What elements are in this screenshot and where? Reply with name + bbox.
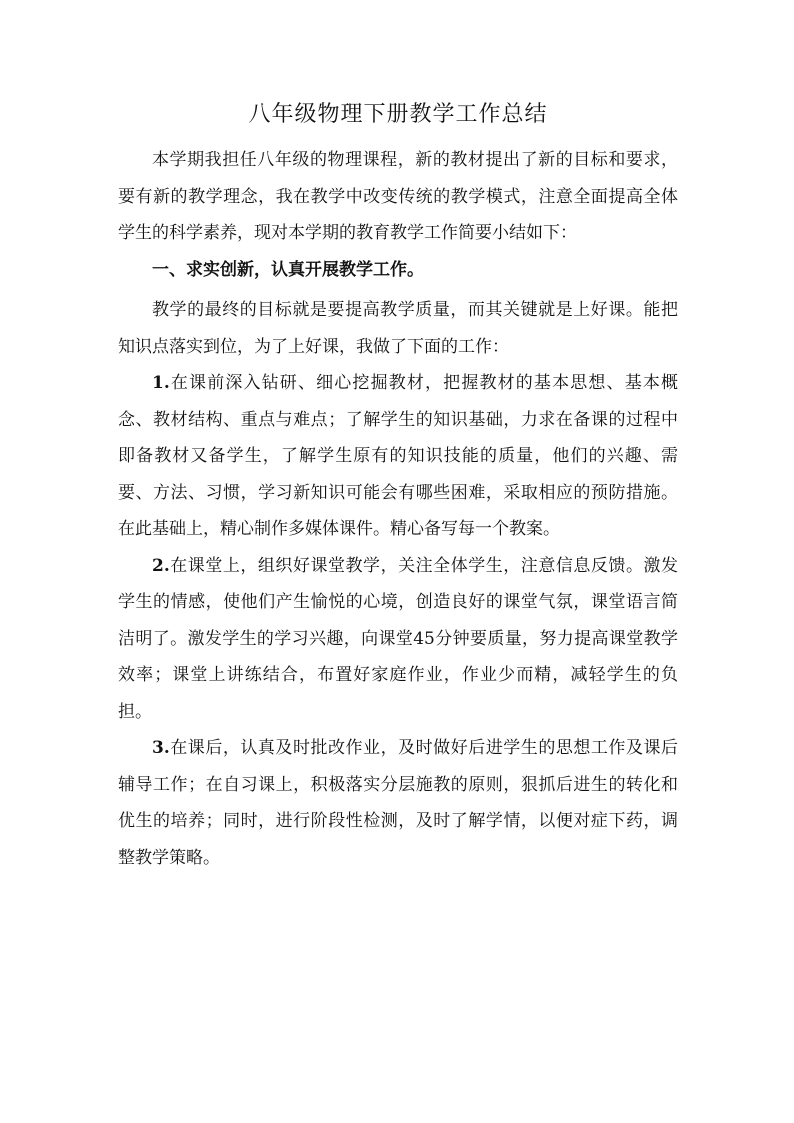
list-item-3-number: 3. [152, 738, 170, 758]
list-item-2-text: 在课堂上，组织好课堂教学，关注全体学生，注意信息反馈。激发学生的情感，使他们产生愉悦的心境，创造良好的课堂气氛，课堂语言简洁明了。激发学生的学习兴趣，向课堂45分钟要质量，努力提高课堂教学效率；课堂上讲练结合，布置好家庭作业，作业少而精，减轻学生的负担。 [118, 555, 678, 722]
intro-paragraph: 本学期我担任八年级的物理课程，新的教材提出了新的目标和要求，要有新的教学理念，我在教学中改变传统的教学模式，注意全面提高全体学生的科学素养，现对本学期的教育教学工作简要小结如下： [118, 150, 678, 243]
document-title: 八年级物理下册教学工作总结 [248, 102, 548, 127]
list-item-1-text: 在课前深入钻研、细心挖掘教材，把握教材的基本思想、基本概念、教材结构、重点与难点；了解学生的知识基础，力求在备课的过程中即备教材又备学生，了解学生原有的知识技能的质量，他们的兴趣、需要、方法、习惯，学习新知识可能会有哪些困难，采取相应的预防措施。在此基础上，精心制作多媒体课件。精心备写每一个教案。 [118, 373, 678, 539]
list-item-2-number: 2. [152, 555, 170, 576]
section1-intro-paragraph: 教学的最终的目标就是要提高教学质量，而其关键就是上好课。能把知识点落实到位，为了上好课，我做了下面的工作： [118, 300, 678, 357]
section-heading-1: 一、求实创新，认真开展教学工作。 [152, 259, 424, 280]
list-item-3-text: 在课后，认真及时批改作业，及时做好后进学生的思想工作及课后辅导工作；在自习课上，积极落实分层施教的原则，狠抓后进生的转化和优生的培养；同时，进行阶段性检测，及时了解学情，以便对症下药，调整教学策略。 [118, 738, 678, 868]
list-item-2 [118, 548, 678, 731]
document-page [118, 100, 678, 876]
list-item-1 [118, 365, 678, 548]
list-item-3 [118, 730, 678, 876]
list-item-1-number: 1. [152, 373, 170, 393]
